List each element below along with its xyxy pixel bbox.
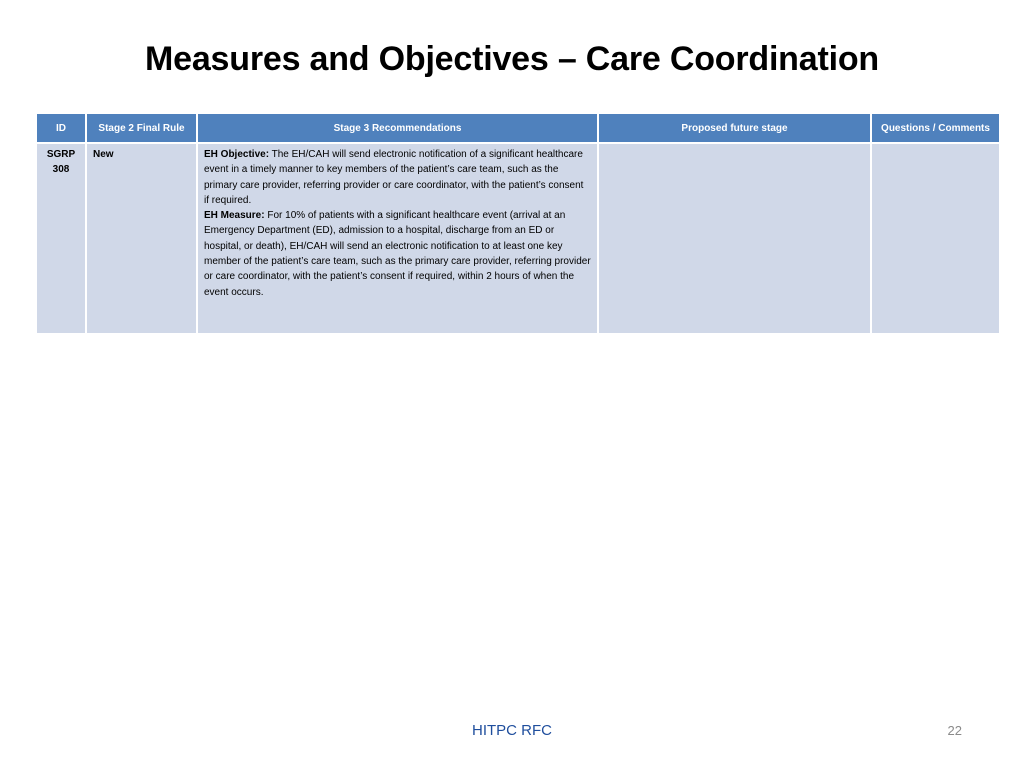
future-stage-cell <box>598 143 871 334</box>
column-header-future-stage: Proposed future stage <box>598 113 871 143</box>
table-row <box>36 143 1000 334</box>
comments-cell <box>871 143 1000 334</box>
column-header-stage2: Stage 2 Final Rule <box>86 113 197 143</box>
column-header-comments: Questions / Comments <box>871 113 1000 143</box>
measure-label: EH Measure: <box>204 210 265 222</box>
stage3-cell <box>197 143 598 334</box>
measure-text: For 10% of patients with a significant healthcare event (arrival at an Emergency Department (ED), admission to a hospital, discharge from an ED or hospital, or death), EH/CAH will send an electronic notification to at least one key member of the patient’s care team, such as the primary care provider, referring provider or care coordinator, with the patient’s consent if required, within 2 hours of when the event occurs. <box>204 210 591 298</box>
objective-label: EH Objective: <box>204 149 270 160</box>
measures-table <box>35 112 1001 335</box>
page-number: 22 <box>947 723 962 738</box>
footer-label: HITPC RFC <box>472 722 552 739</box>
stage2-cell: New <box>86 143 197 334</box>
slide-title: Measures and Objectives – Care Coordination <box>145 40 879 78</box>
objective-text: The EH/CAH will send electronic notification of a significant healthcare event in a timely manner to key members of the patient’s care team, such as the primary care provider, referring provider or care coordinator, with the patient’s consent if required. <box>204 149 584 206</box>
id-cell: SGRP 308 <box>36 143 86 334</box>
column-header-stage3: Stage 3 Recommendations <box>197 113 598 143</box>
table-header-row <box>36 113 1000 143</box>
column-header-id: ID <box>36 113 86 143</box>
